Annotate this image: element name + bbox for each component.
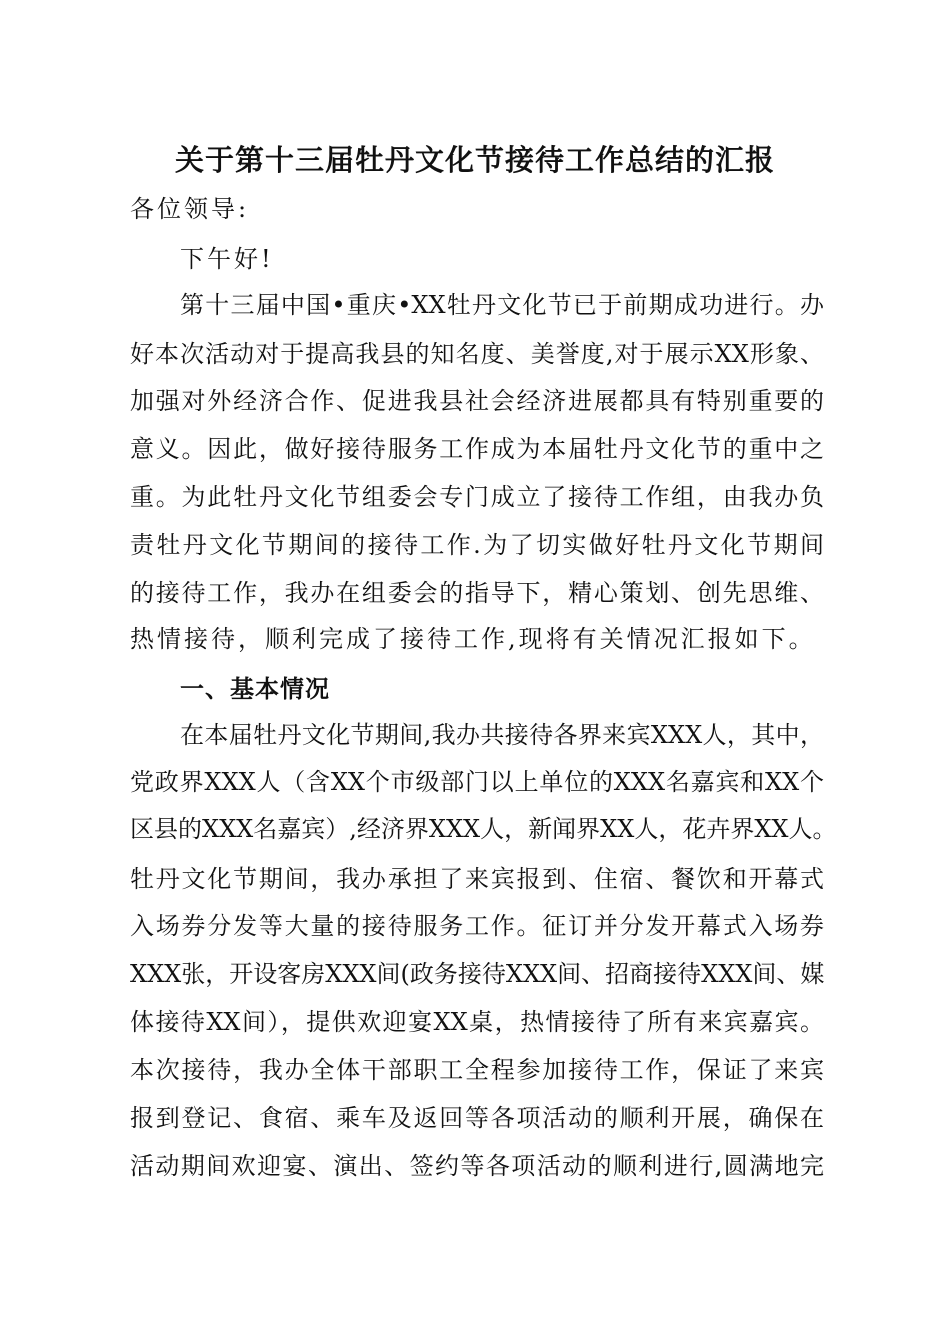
para2-line: 区县的XXX名嘉宾）,经济界XXX人，新闻界XX人，花卉界XX人。 [130,815,837,843]
para2-line: 体接待XX间），提供欢迎宴XX桌，热情接待了所有来宾嘉宾。 [130,1008,824,1036]
para2-line: 入场券分发等大量的接待服务工作。征订并分发开幕式入场券 [130,912,824,940]
section-heading: 一、基本情况 [180,674,330,703]
greeting: 下午好! [180,245,274,273]
para1-line: 加强对外经济合作、促进我县社会经济进展都具有特别重要的 [130,387,824,415]
para2-line: 牡丹文化节期间，我办承担了来宾报到、住宿、餐饮和开幕式 [130,865,824,893]
para1-line: 好本次活动对于提高我县的知名度、美誉度,对于展示XX形象、 [130,340,824,368]
para1-line: 重。为此牡丹文化节组委会专门成立了接待工作组，由我办负 [130,483,824,511]
salutation: 各位领导: [130,195,250,223]
document-title: 关于第十三届牡丹文化节接待工作总结的汇报 [174,143,775,177]
para2-line: 本次接待，我办全体干部职工全程参加接待工作，保证了来宾 [130,1056,824,1084]
para1-line: 责牡丹文化节期间的接待工作.为了切实做好牡丹文化节期间 [130,531,824,559]
para1-line: 意义。因此，做好接待服务工作成为本届牡丹文化节的重中之 [130,435,824,463]
para2-line: XXX张，开设客房XXX间(政务接待XXX间、招商接待XXX间、媒 [130,960,825,988]
para2-line: 活动期间欢迎宴、演出、签约等各项活动的顺利进行,圆满地完 [130,1152,824,1180]
para1-line: 第十三届中国•重庆•XX牡丹文化节已于前期成功进行。办 [180,291,824,319]
para2-line: 党政界XXX人（含XX个市级部门以上单位的XXX名嘉宾和XX个 [130,768,824,796]
para1-line: 的接待工作，我办在组委会的指导下，精心策划、创先思维、 [130,579,824,607]
para2-line: 在本届牡丹文化节期间,我办共接待各界来宾XXX人，其中， [180,721,824,749]
para2-line: 报到登记、食宿、乘车及返回等各项活动的顺利开展，确保在 [130,1104,824,1132]
para1-line: 热情接待，顺利完成了接待工作,现将有关情况汇报如下。 [130,625,816,653]
